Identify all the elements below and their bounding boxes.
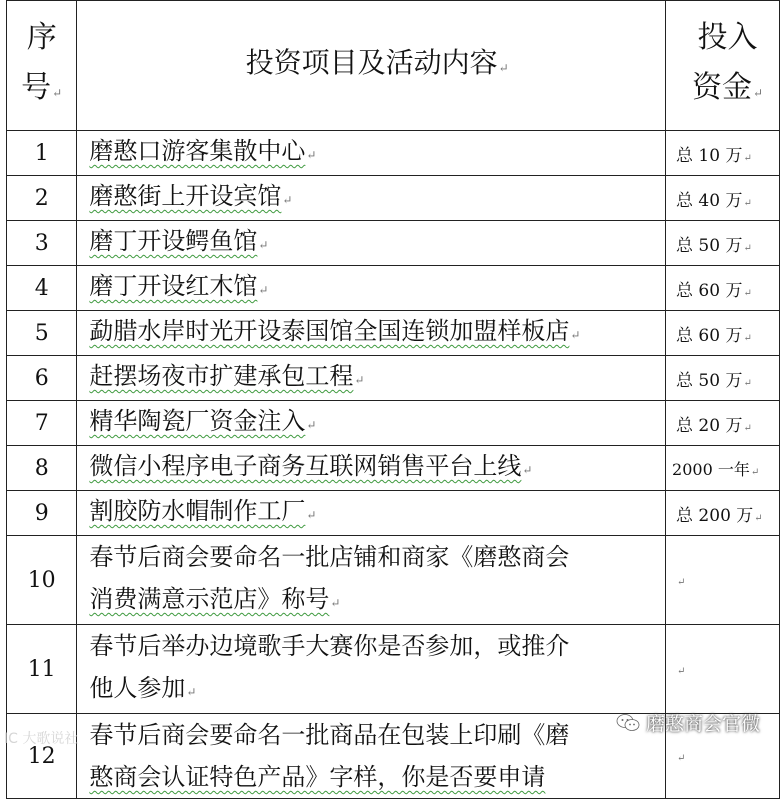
row-amount: 总 40 万↵ [666, 176, 780, 221]
row-item: 割胶防水帽制作工厂↵ [77, 491, 666, 536]
watermark-left: IC 大歌说社 [4, 731, 79, 747]
watermark-right [616, 709, 760, 736]
row-item: 磨憨街上开设宾馆↵ [77, 176, 666, 221]
row-number: 1 [7, 131, 77, 176]
row-amount-text: 总 50 万 [676, 235, 743, 256]
row-item-line1: 春节后举办边境歌手大赛你是否参加，或推介 [89, 632, 570, 660]
row-number: 8 [7, 446, 77, 491]
row-amount-text: 总 60 万 [676, 280, 743, 301]
table-row [7, 625, 780, 714]
row-item-line1: 春节后商会要命名一批商品在包装上印刷《磨 [89, 721, 570, 749]
table-row [7, 311, 780, 356]
row-number: 9 [7, 491, 77, 536]
row-item-line2: 憨商会认证特色产品》字样，你是否要申请 [89, 763, 546, 791]
row-amount-text: 总 10 万 [676, 145, 743, 166]
row-amount: 2000 一年↵ [666, 446, 780, 491]
header-serial-line1: 序 [26, 20, 57, 55]
table-row [7, 401, 780, 446]
table-row [7, 491, 780, 536]
table-row [7, 266, 780, 311]
row-number: 5 [7, 311, 77, 356]
header-project-label: 投资项目及活动内容 [245, 46, 498, 79]
header-project: 投资项目及活动内容↵ [77, 1, 666, 131]
row-amount: 总 50 万↵ [666, 356, 780, 401]
row-item-text: 勐腊水岸时光开设泰国馆全国连锁加盟样板店 [89, 317, 570, 345]
watermark-right-text: 磨憨商会官微 [645, 713, 760, 735]
row-amount-text: 2000 一年 [672, 459, 750, 479]
table-row [7, 356, 780, 401]
row-amount: 总 50 万↵ [666, 221, 780, 266]
row-amount: 总 20 万↵ [666, 401, 780, 446]
row-amount: ↵ [666, 625, 780, 714]
row-item-text: 割胶防水帽制作工厂 [89, 497, 306, 525]
row-number: 10 [7, 536, 77, 625]
table-header-row [7, 1, 780, 131]
row-amount-text: 总 40 万 [676, 190, 743, 211]
row-item [77, 714, 666, 799]
row-item-text: 微信小程序电子商务互联网销售平台上线 [89, 452, 522, 480]
row-item-text: 赶摆场夜市扩建承包工程 [89, 362, 354, 390]
row-number: 7 [7, 401, 77, 446]
row-amount: ↵ [666, 536, 780, 625]
table-row [7, 131, 780, 176]
row-item: 春节后商会要命名一批店铺和商家《磨憨商会 消费满意示范店》称号↵ [77, 536, 666, 625]
header-serial: 序 号↵ [7, 1, 77, 131]
header-amount-line2: 资金 [691, 70, 752, 105]
row-number: 2 [7, 176, 77, 221]
row-amount: 总 60 万↵ [666, 311, 780, 356]
row-item: 精华陶瓷厂资金注入↵ [77, 401, 666, 446]
table-row [7, 536, 780, 625]
row-item-text: 磨憨口游客集散中心 [89, 137, 306, 165]
table-row [7, 446, 780, 491]
investment-table [6, 0, 780, 799]
row-item: 春节后举办边境歌手大赛你是否参加，或推介 他人参加↵ [77, 625, 666, 714]
row-item: 磨丁开设红木馆↵ [77, 266, 666, 311]
row-amount: 总 10 万↵ [666, 131, 780, 176]
row-amount: ↵ [666, 714, 780, 799]
row-item-text: 磨憨街上开设宾馆 [89, 182, 282, 210]
row-amount-text: 总 200 万 [676, 505, 754, 526]
row-amount-text: 总 60 万 [676, 325, 743, 346]
table-row [7, 221, 780, 266]
header-amount: 投入 资金↵ [666, 1, 780, 131]
row-item-line2: 消费满意示范店》称号 [89, 585, 330, 613]
row-number: 12 [7, 714, 77, 799]
row-item: 赶摆场夜市扩建承包工程↵ [77, 356, 666, 401]
header-amount-line1: 投入 [697, 20, 758, 55]
row-number: 3 [7, 221, 77, 266]
table-row [7, 176, 780, 221]
row-item-text: 精华陶瓷厂资金注入 [89, 407, 306, 435]
row-amount: 总 60 万↵ [666, 266, 780, 311]
row-item-line2: 他人参加 [89, 674, 186, 702]
row-item-text: 磨丁开设鳄鱼馆 [89, 227, 258, 255]
row-number: 6 [7, 356, 77, 401]
row-item: 磨憨口游客集散中心↵ [77, 131, 666, 176]
row-item: 勐腊水岸时光开设泰国馆全国连锁加盟样板店↵ [77, 311, 666, 356]
row-amount: 总 200 万↵ [666, 491, 780, 536]
row-number: 4 [7, 266, 77, 311]
row-item: 磨丁开设鳄鱼馆↵ [77, 221, 666, 266]
row-item: 微信小程序电子商务互联网销售平台上线↵ [77, 446, 666, 491]
header-serial-line2: 号 [21, 70, 52, 105]
row-amount-text: 总 50 万 [676, 370, 743, 391]
row-item-text: 磨丁开设红木馆 [89, 272, 258, 300]
row-item-line1: 春节后商会要命名一批店铺和商家《磨憨商会 [89, 543, 570, 571]
row-number: 11 [7, 625, 77, 714]
row-amount-text: 总 20 万 [676, 415, 743, 436]
wechat-icon [616, 713, 640, 733]
